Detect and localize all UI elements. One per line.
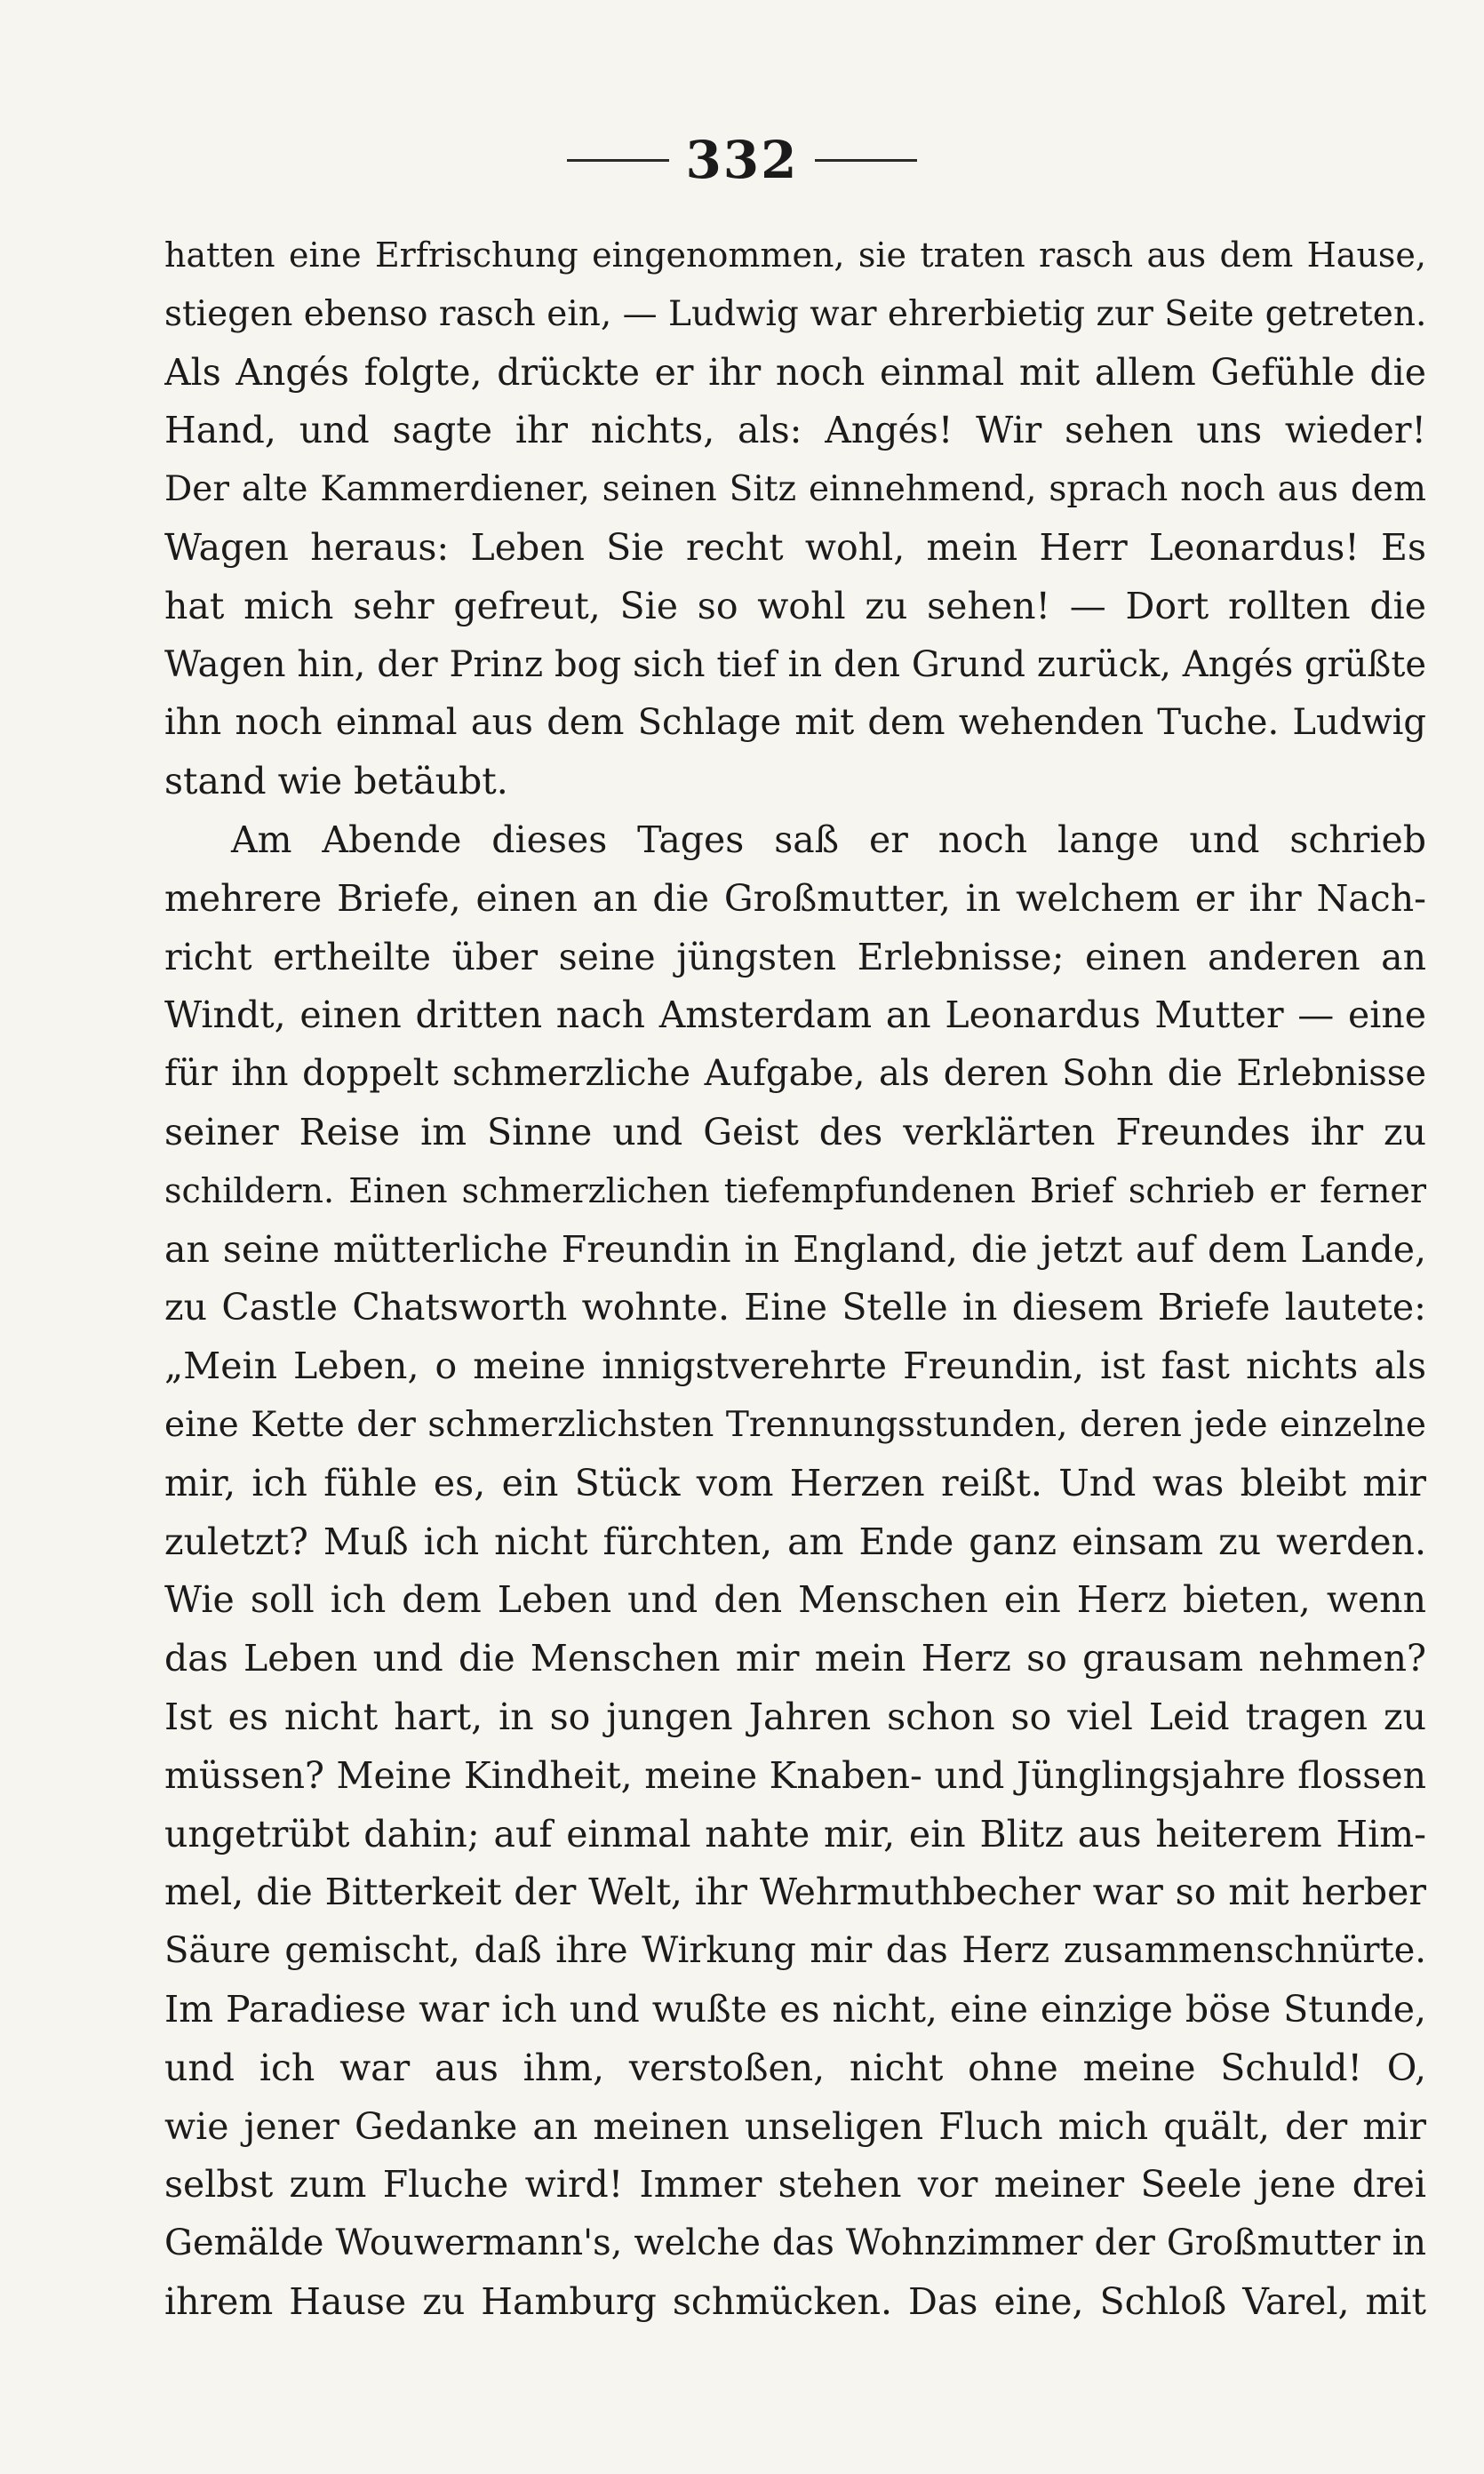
text-line: Hand, und sagte ihr nichts, als: Angés! Wir sehen uns wieder! <box>164 409 1426 452</box>
body-text <box>164 227 1426 2332</box>
text-line: hatten eine Erfrischung eingenommen, sie traten rasch aus dem Hause, <box>164 235 1426 275</box>
text-line: müssen? Meine Kindheit, meine Knaben- und Jünglingsjahre flossen <box>164 1753 1426 1797</box>
text-line: Im Paradiese war ich und wußte es nicht, eine einzige böse Stunde, <box>164 1987 1426 2031</box>
text-line: und ich war aus ihm, verstoßen, nicht ohne meine Schuld! O, <box>164 2046 1426 2089</box>
text-line: hat mich sehr gefreut, Sie so wohl zu sehen! — Dort rollten die <box>164 584 1426 627</box>
text-line: Ist es nicht hart, in so jungen Jahren schon so viel Leid tragen zu <box>164 1695 1426 1738</box>
text-line: seiner Reise im Sinne und Geist des verklärten Freundes ihr zu <box>164 1110 1426 1153</box>
text-line: Wagen hin, der Prinz bog sich tief in den Grund zurück, Angés grüßte <box>164 643 1426 685</box>
text-line: Wagen heraus: Leben Sie recht wohl, mein Herr Leonardus! Es <box>164 525 1426 569</box>
text-line: Der alte Kammerdiener, seinen Sitz einnehmend, sprach noch aus dem <box>164 469 1426 510</box>
text-line: Wie soll ich dem Leben und den Menschen ein Herz bieten, wenn <box>164 1578 1426 1622</box>
text-line: Windt, einen dritten nach Amsterdam an Leonardus Mutter — eine <box>164 994 1426 1037</box>
header-rule-left <box>567 159 669 162</box>
text-line: ihn noch einmal aus dem Schlage mit dem wehenden Tuche. Ludwig <box>164 702 1426 744</box>
text-line: wie jener Gedanke an meinen unseligen Fluch mich quält, der mir <box>164 2104 1426 2148</box>
text-line: mehrere Briefe, einen an die Großmutter, in welchem er ihr Nach- <box>164 876 1426 920</box>
text-line: schildern. Einen schmerzlichen tiefempfundenen Brief schrieb er ferner <box>164 1170 1426 1210</box>
page-number: 332 <box>685 130 799 190</box>
text-line: „Mein Leben, o meine innigstverehrte Freundin, ist fast nichts als <box>164 1345 1426 1388</box>
text-line: mel, die Bitterkeit der Welt, ihr Wehrmuthbecher war so mit herber <box>164 1871 1426 1914</box>
text-line: Gemälde Wouwermann's, welche das Wohnzimmer der Großmutter in <box>164 2223 1426 2264</box>
text-line: stand wie betäubt. <box>164 760 508 803</box>
text-line: Am Abende dieses Tages saß er noch lange und schrieb <box>231 818 1426 861</box>
text-line: Als Angés folgte, drückte er ihr noch einmal mit allem Gefühle die <box>164 350 1426 394</box>
text-line: das Leben und die Menschen mir mein Herz so grausam nehmen? <box>164 1637 1426 1680</box>
text-line: ungetrübt dahin; auf einmal nahte mir, ein Blitz aus heiterem Him- <box>164 1812 1426 1856</box>
text-line: selbst zum Fluche wird! Immer stehen vor meiner Seele jene drei <box>164 2163 1426 2207</box>
page-header <box>0 107 1484 213</box>
header-rule-right <box>815 159 917 162</box>
text-line: an seine mütterliche Freundin in England, die jetzt auf dem Lande, <box>164 1227 1426 1271</box>
text-line: Säure gemischt, daß ihre Wirkung mir das Herz zusammenschnürte. <box>164 1930 1426 1972</box>
text-line: mir, ich fühle es, ein Stück vom Herzen reißt. Und was bleibt mir <box>164 1461 1426 1504</box>
text-line: zuletzt? Muß ich nicht fürchten, am Ende ganz einsam zu werden. <box>164 1520 1426 1563</box>
text-line: richt ertheilte über seine jüngsten Erlebnisse; einen anderen an <box>164 935 1426 978</box>
text-line: eine Kette der schmerzlichsten Trennungsstunden, deren jede einzelne <box>164 1404 1426 1445</box>
text-line: stiegen ebenso rasch ein, — Ludwig war ehrerbietig zur Seite getreten. <box>164 293 1426 334</box>
text-line: ihrem Hause zu Hamburg schmücken. Das eine, Schloß Varel, mit <box>164 2279 1426 2323</box>
text-line: für ihn doppelt schmerzliche Aufgabe, als deren Sohn die Erlebnisse <box>164 1053 1426 1095</box>
text-line: zu Castle Chatsworth wohnte. Eine Stelle in diesem Briefe lautete: <box>164 1286 1426 1329</box>
